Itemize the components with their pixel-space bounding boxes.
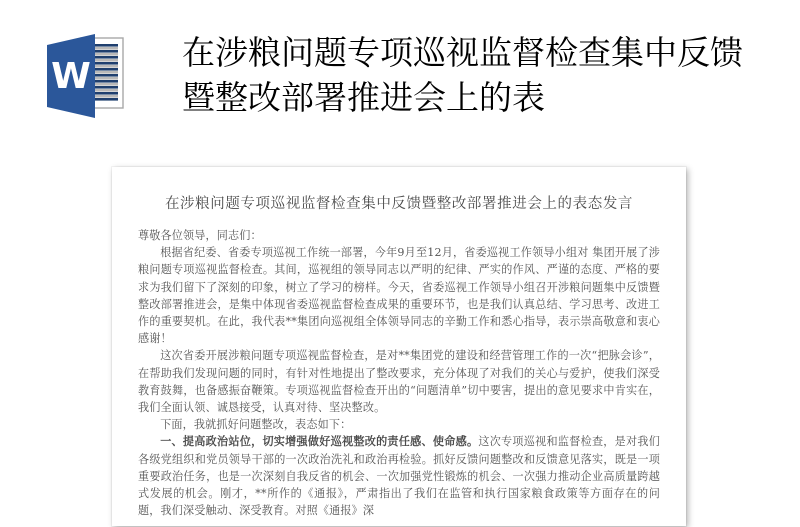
paragraph-2: 这次省委开展涉粮问题专项巡视监督检查，是对**集团党的建设和经营管理工作的一次“把脉会诊”，在帮助我们发现问题的同时，有针对性地提出了整改要求，充分体现了对我们的关心与爱护，使我们深受教育鼓舞，也备感振奋鞭策。专项巡视监督检查开出的“问题清单”切中要害，提出的意见要求中肯实在，我们全面认领、诚恳接受，认真对待、坚决整改。 <box>138 349 660 415</box>
paragraph-salutation: 尊敬各位领导，同志们： <box>138 229 262 242</box>
document-preview <box>112 167 686 527</box>
file-title: 在涉粮问题专项巡视监督检查集中反馈暨整改部署推进会上的表 <box>182 33 743 117</box>
file-header <box>0 0 800 150</box>
paragraph-4-text: 这次专项巡视和监督检查，是对我们各级党组织和党员领导干部的一次政治洗礼和政治再检验。抓好反馈问题整改和反馈意见落实，既是一项重要政治任务，也是一次深刻自我反省的机会、一次加强党性锻炼的机会、一次强力推动企业高质量跨越式发展的机会。刚才，**所作的《通报》，严肃指出了我们在监管和执行国家粮食政策等方面存在的问题，我们深受触动、深受教育。对照《通报》深 <box>138 435 661 518</box>
paragraph-1: 根据省纪委、省委专项巡视工作统一部署，今年9月至12月，省委巡视工作领导小组对 集团开展了涉粮问题专项巡视监督检查。其间，巡视组的领导同志以严明的纪律、严实的作风、严谨的态度、严格的要求为我们留下了深刻的印象，树立了学习的榜样。今天，省委巡视工作领导小组召开涉粮问题集中反馈暨整改部署推进会，是集中体现省委巡视监督检查成果的重要环节，也是我们认真总结、学习思考、改进工作的重要契机。在此，我代表**集团向巡视组全体领导同志的辛勤工作和悉心指导，表示崇高敬意和衷心感谢！ <box>138 246 660 346</box>
document-body <box>138 227 660 519</box>
paragraph-3: 下面，我就抓好问题整改，表态如下： <box>160 418 352 432</box>
word-document-icon <box>40 32 126 124</box>
svg-text:W: W <box>51 56 91 97</box>
paragraph-4 <box>138 433 660 519</box>
document-title: 在涉粮问题专项巡视监督检查集中反馈暨整改部署推进会上的表态发言 <box>164 196 634 212</box>
paragraph-4-heading: 一、提高政治站位，切实增强做好巡视整改的责任感、使命感。 <box>160 435 479 449</box>
document-page <box>112 167 686 526</box>
